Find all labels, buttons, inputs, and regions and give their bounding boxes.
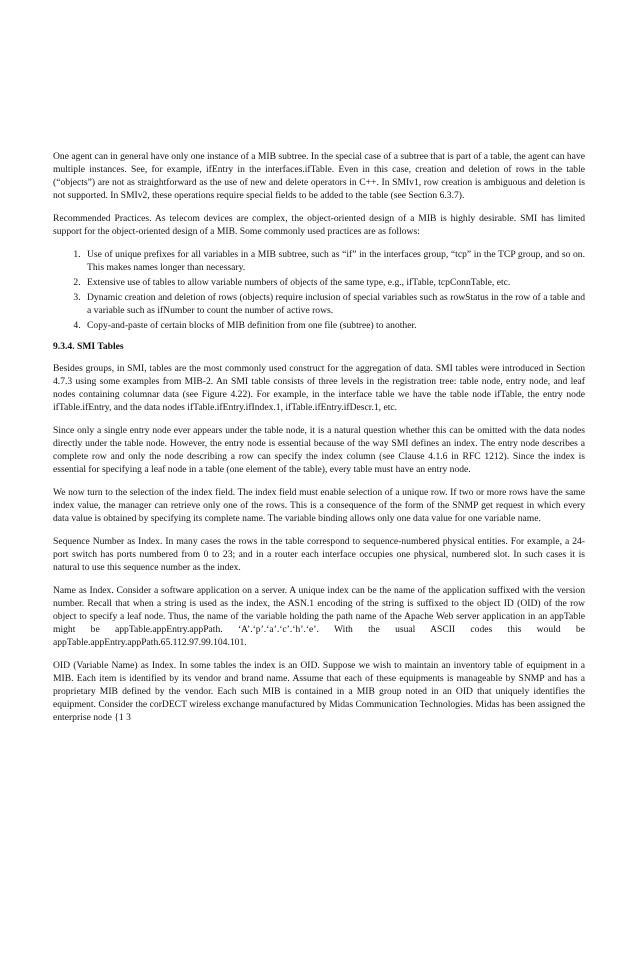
section-heading: 9.3.4. SMI Tables [53,341,124,352]
practice-item-4: 4. Copy-and-paste of certain blocks of MIB definition from one file (subtree) to another. [83,319,585,332]
practice-item-2: 2. Extensive use of tables to allow variable numbers of objects of the same type, e.g., ifTable, tcpConnTable, etc. [83,276,585,289]
paragraph-mib-instances: One agent can in general have only one instance of a MIB subtree. In the special case of a subtree that is part of a table, the agent can have multiple instances. See, for example, ifEntry in the interfaces.ifTable. Even in this case, creation and deletion of rows in the table (“objects”) are not as straightforward as the use of new and delete operators in C++. In SMIv1, row creation is ambiguous and deletion is not supported. In SMIv2, these operations require special fields to be added to the table (see Section 6.3.7). [53,151,585,201]
practice-item-3: 3. Dynamic creation and deletion of rows (objects) require inclusion of special variables such as rowStatus in the row of a table and a variable such as ifNumber to count the number of active rows. [83,291,585,317]
paragraph-name-index: Name as Index. Consider a software application on a server. A unique index can be the name of the application suffixed with the version number. Recall that when a string is used as the index, the ASN.1 encoding of the string is suffixed to the object ID (OID) of the row object to specify a leaf node. Thus, the name of the variable holding the path name of the Apache Web server application in an appTable might be appTable.appEntry.appPath. ‘A’.‘p’.‘a’.‘c’.‘h’.‘e’. With the usual ASCII codes this would be appTable.appEntry.appPath.65.112.97.99.104.101. [53,585,585,648]
paragraph-recommended-practices: Recommended Practices. As telecom devices are complex, the object-oriented design of a MIB is highly desirable. SMI has limited support for the object-oriented design of a MIB. Some commonly used practices are as follows: [53,213,585,237]
practice-item-1: 1. Use of unique prefixes for all variables in a MIB subtree, such as “if” in the interfaces group, “tcp” in the TCP group, and so on. This makes names longer than necessary. [83,248,585,274]
paragraph-entry-node: Since only a single entry node ever appears under the table node, it is a natural question whether this can be omitted with the data nodes directly under the table node. However, the entry node is essential because of the way SMI defines an index. The entry node describes a complete row and only the node describing a row can specify the index column (see Clause 4.1.6 in RFC 1212). Since the index is essential for specifying a leaf node in a table (one element of the table), every table must have an entry node. [53,425,585,475]
paragraph-oid-index: OID (Variable Name) as Index. In some tables the index is an OID. Suppose we wish to maintain an inventory table of equipment in a MIB. Each item is identified by its vendor and brand name. Assume that each of these equipments is manageable by SNMP and has a proprietary MIB defined by the vendor. Each such MIB is contained in a MIB group noted in an OID that uniquely identifies the equipment. Consider the corDECT wireless exchange manufactured by Midas Communication Technologies. Midas has been assigned the enterprise node {1 3 [53,660,585,723]
paragraph-index-field: We now turn to the selection of the index field. The index field must enable selection of a unique row. If two or more rows have the same index value, the manager can retrieve only one of the rows. This is a consequence of the form of the SNMP get request in which every data value is obtained by specifying its complete name. The variable binding allows only one data value for one variable name. [53,487,585,524]
paragraph-smi-tables: Besides groups, in SMI, tables are the most commonly used construct for the aggregation of data. SMI tables were introduced in Section 4.7.3 using some examples from MIB-2. An SMI table consists of three levels in the registration tree: table node, entry node, and leaf nodes containing columnar data (see Figure 4.22). For example, in the interface table we have the table node ifTable, the entry node ifTable.ifEntry, and the data nodes ifTable.ifEntry.ifIndex.1, ifTable.ifEntry.ifDescr.1, etc. [53,363,585,413]
paragraph-sequence-index: Sequence Number as Index. In many cases the rows in the table correspond to sequence-numbered physical entities. For example, a 24-port switch has ports numbered from 0 to 23; and in a router each interface occupies one physical, numbered slot. In such cases it is natural to use this sequence number as the index. [53,536,585,573]
page-body [53,150,585,734]
practices-list [53,248,585,332]
